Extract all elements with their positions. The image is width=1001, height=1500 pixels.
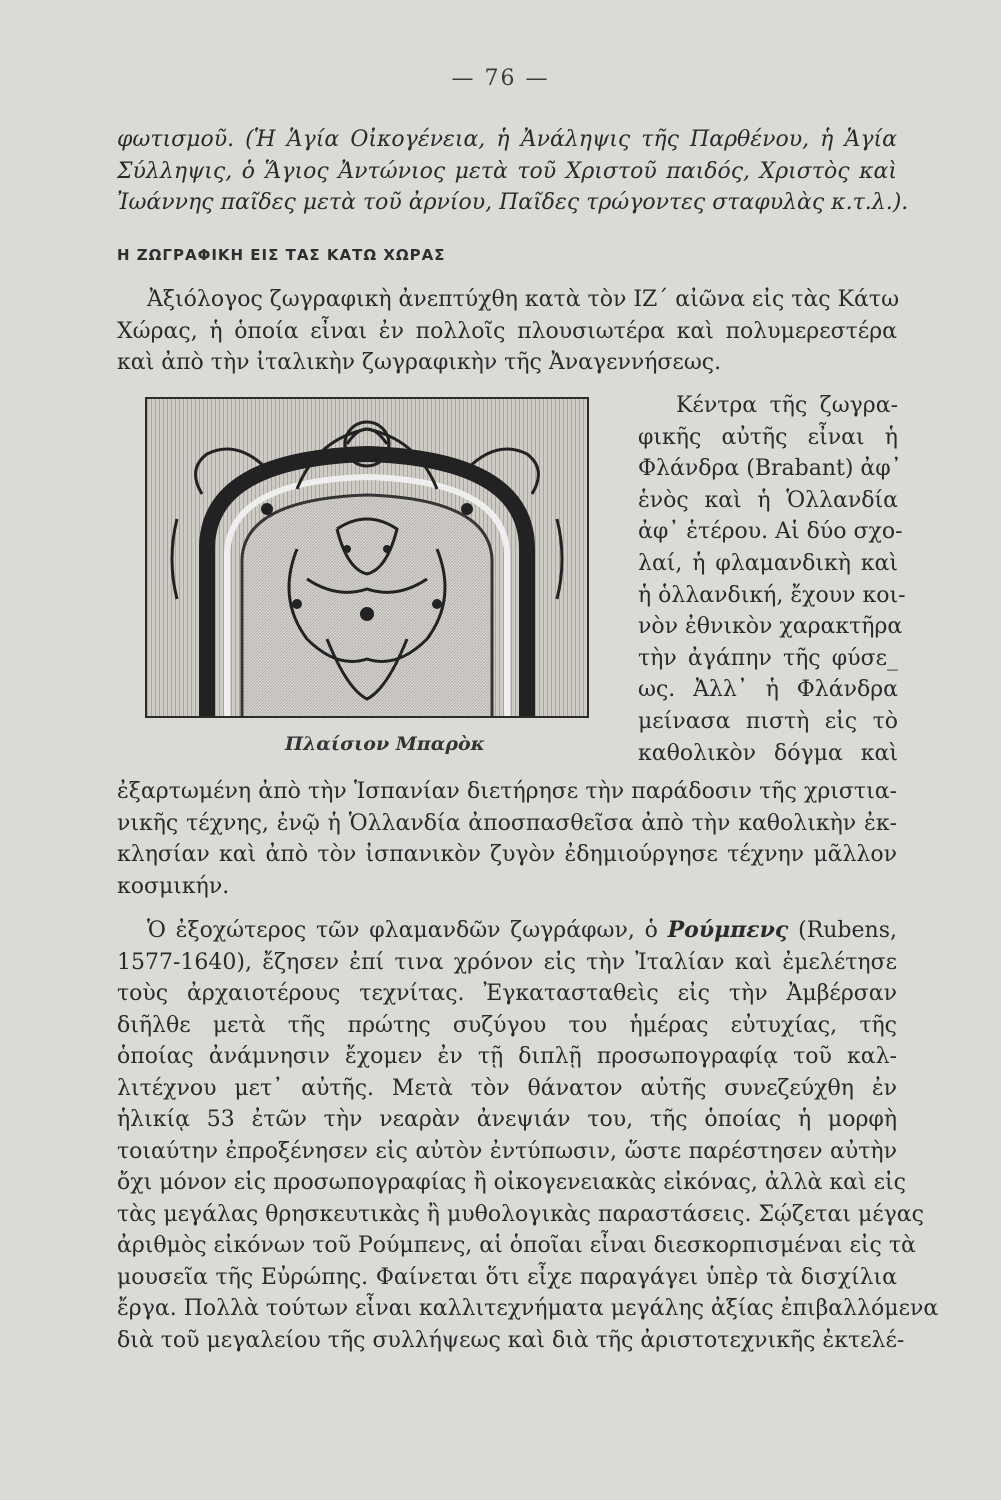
baroque-frame-illustration xyxy=(145,397,589,718)
rubens-latin-name: (Rubens, xyxy=(788,918,897,943)
paragraph-line xyxy=(117,915,897,947)
side-line: μείνασα πιστὴ εἰς τὸ xyxy=(638,708,898,734)
baroque-frame-engraving xyxy=(147,399,587,716)
side-line: λαί, ἡ φλαμανδικὴ καὶ xyxy=(638,550,898,576)
paragraph-line: τὰς μεγάλας θρησκευτικὰς ἢ μυθολογικὰς παραστάσεις. Σῴζεται μέγας xyxy=(117,1201,924,1227)
paragraph-line: Χώρας, ἡ ὁποία εἶναι ἐν πολλοῖς πλουσιωτέρα καὶ πολυμερεστέρα xyxy=(117,318,897,344)
paragraph-line: ὄχι μόνον εἰς προσωπογραφίας ἢ οἰκογενειακὰς εἰκόνας, ἀλλὰ καὶ εἰς xyxy=(117,1170,906,1195)
paragraph-line: λιτέχνου μετ᾽ αὐτῆς. Μετὰ τὸν θάνατον αὐτῆς συνεζεύχθη ἐν xyxy=(117,1075,897,1101)
paragraph-line: διῆλθε μετὰ τῆς πρώτης συζύγου του ἡμέρας εὐτυχίας, τῆς xyxy=(117,1012,897,1038)
side-line: καθολικὸν δόγμα καὶ xyxy=(638,740,898,766)
side-line: ἀφ᾽ ἑτέρου. Αἱ δύο σχο- xyxy=(638,519,903,545)
page-number: — 76 — xyxy=(451,66,550,91)
paragraph-2 xyxy=(117,915,939,1356)
paragraph-line: ἔργα. Πολλὰ τούτων εἶναι καλλιτεχνήματα μεγάλης ἀξίας ἐπιβαλλόμενα xyxy=(117,1296,939,1321)
paragraph-line: καὶ ἀπὸ τὴν ἰταλικὴν ζωγραφικὴν τῆς Ἀναγεννήσεως. xyxy=(117,350,722,375)
side-line: ως. Ἀλλ᾽ ἡ Φλάνδρα xyxy=(638,677,898,703)
intro-line: Ἰωάννης παῖδες μετὰ τοῦ ἀρνίου, Παῖδες τρώγοντες σταφυλὰς κ.τ.λ.). xyxy=(117,190,909,215)
paragraph-1 xyxy=(117,284,900,379)
paragraph-line: τοὺς ἀρχαιοτέρους τεχνίτας. Ἐγκατασταθεὶς εἰς τὴν Ἀμβέρσαν xyxy=(117,981,897,1006)
side-line: ἡ ὁλλανδική, ἔχουν κοι- xyxy=(638,582,906,608)
paragraph-line: κλησίαν καὶ ἀπὸ τὸν ἰσπανικὸν ζυγὸν ἐδημιούργησε τέχνην μᾶλλον xyxy=(117,842,897,867)
figure-caption: Πλαίσιον Μπαρὸκ xyxy=(285,733,485,755)
paragraph-line: ἡλικίᾳ 53 ἐτῶν τὴν νεαρὰν ἀνεψιάν του, τῆς ὁποίας ἡ μορφὴ xyxy=(117,1107,897,1132)
rubens-name: Ρούμπενς xyxy=(667,917,789,943)
side-line: τὴν ἀγάπην τῆς φύσε_ xyxy=(638,645,898,671)
side-column-text xyxy=(638,390,906,769)
rubens-intro-text: Ὁ ἐξοχώτερος τῶν φλαμανδῶν ζωγράφων, ὁ xyxy=(147,918,668,943)
paragraph-line: νικῆς τέχνης, ἐνῷ ἡ Ὁλλανδία ἀποσπασθεῖσα ἀπὸ τὴν καθολικὴν ἐκ- xyxy=(117,810,897,836)
paragraph-line: 1577-1640), ἔζησεν ἐπί τινα χρόνον εἰς τὴν Ἰταλίαν καὶ ἐμελέτησε xyxy=(117,949,897,975)
intro-line: Σύλληψις, ὁ Ἅγιος Ἀντώνιος μετὰ τοῦ Χριστοῦ παιδός, Χριστὸς καὶ xyxy=(117,158,897,184)
side-line: φικῆς αὐτῆς εἶναι ἡ xyxy=(638,424,898,450)
paragraph-line: Ἀξιόλογος ζωγραφικὴ ἀνεπτύχθη κατὰ τὸν ΙΖ΄ αἰῶνα εἰς τὰς Κάτω xyxy=(147,287,900,312)
paragraph-line: ἀριθμὸς εἰκόνων τοῦ Ρούμπενς, αἱ ὁποῖαι εἶναι διεσκορπισμέναι εἰς τὰ xyxy=(117,1233,916,1258)
section-heading: Η ΖΩΓΡΑΦΙΚΗ ΕΙΣ ΤΑΣ ΚΑΤΩ ΧΩΡΑΣ xyxy=(117,246,446,264)
paragraph-line: κοσμικήν. xyxy=(117,873,230,899)
side-line: νὸν ἐθνικὸν χαρακτῆρα xyxy=(638,614,903,640)
paragraph-line: τοιαύτην ἐπροξένησεν εἰς αὐτὸν ἐντύπωσιν, ὥστε παρέστησεν αὐτὴν xyxy=(117,1138,897,1164)
paragraph-line: ἐξαρτωμένη ἀπὸ τὴν Ἱσπανίαν διετήρησε τὴν παράδοσιν τῆς χριστια- xyxy=(117,779,897,804)
side-line: Κέντρα τῆς ζωγρα- xyxy=(676,393,898,418)
intro-paragraph xyxy=(117,124,909,219)
intro-line: φωτισμοῦ. (Ἡ Ἁγία Οἰκογένεια, ἡ Ἀνάληψις τῆς Παρθένου, ἡ Ἁγία xyxy=(117,127,897,152)
paragraph-line: διὰ τοῦ μεγαλείου τῆς συλλήψεως καὶ διὰ τῆς ἀριστοτεχνικῆς ἐκτελέ- xyxy=(117,1327,905,1353)
side-line: ἑνὸς καὶ ἡ Ὁλλανδία xyxy=(638,487,898,513)
paragraph-line: μουσεῖα τῆς Εὐρώπης. Φαίνεται ὅτι εἶχε παραγάγει ὑπὲρ τὰ δισχίλια xyxy=(117,1264,897,1290)
paragraph-line: ὁποίας ἀνάμνησιν ἔχομεν ἐν τῇ διπλῇ προσωπογραφίᾳ τοῦ καλ- xyxy=(117,1044,897,1069)
side-line: Φλάνδρα (Brabant) ἀφ᾽ xyxy=(638,456,902,482)
paragraph-1-continued xyxy=(117,776,897,902)
